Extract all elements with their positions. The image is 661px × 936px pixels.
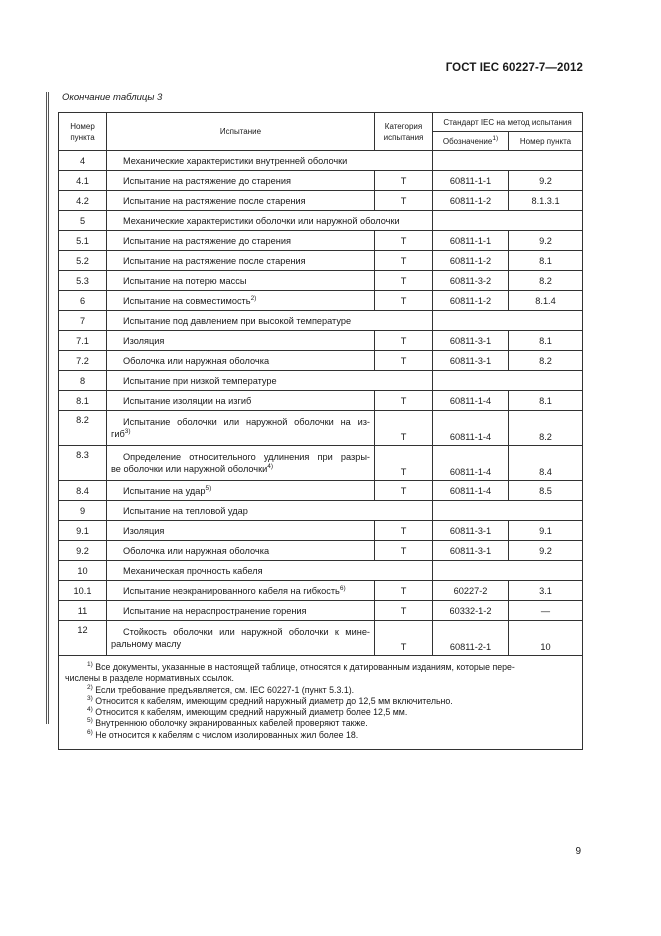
cell-designation: 60227-2 (433, 581, 509, 601)
table-row (59, 311, 583, 331)
cell-test: Испытание на потерю массы (107, 271, 375, 291)
cell-test-group: Испытание на тепловой удар (107, 501, 433, 521)
table-row (59, 351, 583, 371)
cell-category: Т (375, 391, 433, 411)
cell-clause-no: — (509, 601, 583, 621)
footnote-continuation: числены в разделе нормативных ссылок. (65, 673, 234, 684)
cell-category: Т (375, 541, 433, 561)
cell-item-no: 8.4 (59, 481, 107, 501)
cell-clause-no: 8.4 (509, 446, 583, 481)
cell-empty (433, 561, 583, 581)
table-row (59, 561, 583, 581)
cell-category: Т (375, 231, 433, 251)
cell-category: Т (375, 191, 433, 211)
cell-test (107, 621, 375, 656)
cell-item-no: 4.2 (59, 191, 107, 211)
table-row (59, 621, 583, 656)
table-row (59, 191, 583, 211)
table-row (59, 446, 583, 481)
cell-test (107, 411, 375, 446)
cell-item-no: 5.2 (59, 251, 107, 271)
table-row (59, 521, 583, 541)
header-standard: Стандарт IEC на метод испытания (433, 113, 583, 132)
cell-item-no: 6 (59, 291, 107, 311)
cell-clause-no: 8.1 (509, 251, 583, 271)
cell-item-no: 7.2 (59, 351, 107, 371)
table-row (59, 151, 583, 171)
cell-category: Т (375, 411, 433, 446)
cell-category: Т (375, 251, 433, 271)
cell-designation: 60811-1-2 (433, 191, 509, 211)
document-id-header: ГОСТ IEC 60227-7—2012 (445, 62, 583, 74)
cell-test: Испытание на нераспространение горения (107, 601, 375, 621)
table-caption: Окончание таблицы 3 (62, 92, 163, 103)
test-table (58, 112, 583, 750)
cell-designation: 60811-1-4 (433, 391, 509, 411)
cell-test: Оболочка или наружная оболочка (107, 541, 375, 561)
cell-clause-no: 10 (509, 621, 583, 656)
footnote: $^{3)}$ Относится к кабелям, имеющим средний наружный диаметр до 12,5 мм включительно. (87, 694, 453, 706)
cell-empty (433, 371, 583, 391)
cell-designation: 60811-2-1 (433, 621, 509, 656)
table-row (59, 251, 583, 271)
cell-test: Испытание изоляции на изгиб (107, 391, 375, 411)
cell-test-group: Механические характеристики внутренней оболочки (107, 151, 433, 171)
header-category: Категория испытания (375, 113, 433, 151)
cell-item-no: 11 (59, 601, 107, 621)
test-line-2: гиб$^{3)}$ (111, 428, 131, 439)
cell-clause-no: 9.2 (509, 541, 583, 561)
cell-clause-no: 3.1 (509, 581, 583, 601)
cell-test: Оболочка или наружная оболочка (107, 351, 375, 371)
cell-designation: 60811-1-1 (433, 171, 509, 191)
cell-test: Испытание на растяжение до старения (107, 231, 375, 251)
cell-item-no: 5.1 (59, 231, 107, 251)
cell-category: Т (375, 521, 433, 541)
cell-designation: 60811-1-2 (433, 251, 509, 271)
cell-designation: 60811-3-1 (433, 331, 509, 351)
cell-designation: 60811-3-1 (433, 351, 509, 371)
cell-item-no: 8.2 (59, 411, 107, 446)
cell-category: Т (375, 481, 433, 501)
cell-category: Т (375, 581, 433, 601)
cell-item-no: 5.3 (59, 271, 107, 291)
cell-category: Т (375, 291, 433, 311)
cell-empty (433, 501, 583, 521)
cell-category: Т (375, 621, 433, 656)
table-row (59, 581, 583, 601)
cell-category: Т (375, 351, 433, 371)
cell-category: Т (375, 271, 433, 291)
header-item-no: Номер пункта (59, 113, 107, 151)
cell-test: Изоляция (107, 521, 375, 541)
cell-empty (433, 211, 583, 231)
cell-designation: 60332-1-2 (433, 601, 509, 621)
footnote: $^{4)}$ Относится к кабелям, имеющим средний наружный диаметр более 12,5 мм. (87, 706, 408, 718)
cell-item-no: 8.1 (59, 391, 107, 411)
header-designation: Обозначение$^{1)}$ (433, 132, 509, 151)
cell-clause-no: 8.1 (509, 391, 583, 411)
page-number: 9 (575, 846, 581, 857)
table-row (59, 271, 583, 291)
cell-designation: 60811-1-1 (433, 231, 509, 251)
test-line-2: ральному маслу (111, 639, 182, 649)
footnote: $^{1)}$ Все документы, указанные в настоящей таблице, относятся к датированным изданиям, которые пере- (87, 661, 515, 672)
cell-item-no: 12 (59, 621, 107, 656)
cell-clause-no: 8.2 (509, 351, 583, 371)
cell-test: Испытание на удар$^{5)}$ (107, 481, 375, 501)
table-row (59, 391, 583, 411)
cell-clause-no: 8.2 (509, 411, 583, 446)
cell-clause-no: 8.1.4 (509, 291, 583, 311)
table-row (59, 171, 583, 191)
cell-designation: 60811-1-4 (433, 411, 509, 446)
cell-test-group: Испытание под давлением при высокой температуре (107, 311, 433, 331)
cell-item-no: 5 (59, 211, 107, 231)
cell-test: Испытание на растяжение после старения (107, 251, 375, 271)
cell-test: Испытание неэкранированного кабеля на гибкость$^{6)}$ (107, 581, 375, 601)
cell-item-no: 10 (59, 561, 107, 581)
cell-item-no: 7 (59, 311, 107, 331)
cell-item-no: 8 (59, 371, 107, 391)
cell-clause-no: 8.5 (509, 481, 583, 501)
cell-designation: 60811-3-1 (433, 521, 509, 541)
table-row (59, 331, 583, 351)
table-row (59, 501, 583, 521)
cell-designation: 60811-1-4 (433, 446, 509, 481)
footnotes (59, 656, 583, 750)
cell-item-no: 9.2 (59, 541, 107, 561)
table-row (59, 601, 583, 621)
header-test: Испытание (107, 113, 375, 151)
margin-change-bar (46, 92, 49, 724)
cell-clause-no: 8.2 (509, 271, 583, 291)
table-row (59, 371, 583, 391)
test-line-1: Испытание оболочки или наружной оболочки на из- (123, 417, 370, 427)
cell-clause-no: 9.2 (509, 171, 583, 191)
test-line-2: ве оболочки или наружной оболочки$^{4)}$ (111, 463, 274, 474)
table-row (59, 211, 583, 231)
cell-category: Т (375, 601, 433, 621)
cell-item-no: 8.3 (59, 446, 107, 481)
cell-designation: 60811-3-2 (433, 271, 509, 291)
cell-test: Испытание на растяжение после старения (107, 191, 375, 211)
cell-designation: 60811-3-1 (433, 541, 509, 561)
footnote: $^{5)}$ Внутреннюю оболочку экранированных кабелей проверяют также. (87, 717, 368, 729)
cell-empty (433, 311, 583, 331)
table-row (59, 541, 583, 561)
cell-designation: 60811-1-4 (433, 481, 509, 501)
cell-test: Испытание на растяжение до старения (107, 171, 375, 191)
table-row (59, 411, 583, 446)
cell-category: Т (375, 171, 433, 191)
table-body (59, 151, 583, 656)
table-row (59, 231, 583, 251)
table-container (58, 112, 582, 750)
cell-test: Испытание на совместимость$^{2)}$ (107, 291, 375, 311)
cell-item-no: 10.1 (59, 581, 107, 601)
footnote: $^{2)}$ Если требование предъявляется, см. IEC 60227-1 (пункт 5.3.1). (87, 683, 355, 695)
cell-designation: 60811-1-2 (433, 291, 509, 311)
cell-item-no: 4 (59, 151, 107, 171)
cell-test-group: Механические характеристики оболочки или наружной оболочки (107, 211, 433, 231)
cell-item-no: 9 (59, 501, 107, 521)
cell-clause-no: 9.2 (509, 231, 583, 251)
cell-clause-no: 8.1.3.1 (509, 191, 583, 211)
cell-clause-no: 8.1 (509, 331, 583, 351)
cell-item-no: 7.1 (59, 331, 107, 351)
cell-category: Т (375, 446, 433, 481)
table-row (59, 291, 583, 311)
test-line-1: Определение относительного удлинения при разры- (123, 452, 370, 462)
cell-item-no: 4.1 (59, 171, 107, 191)
cell-item-no: 9.1 (59, 521, 107, 541)
cell-test: Изоляция (107, 331, 375, 351)
cell-test (107, 446, 375, 481)
test-line-1: Стойкость оболочки или наружной оболочки к мине- (123, 627, 370, 637)
footnote: $^{6)}$ Не относится к кабелям с числом изолированных жил более 18. (87, 728, 359, 740)
cell-clause-no: 9.1 (509, 521, 583, 541)
header-clause-no: Номер пункта (509, 132, 583, 151)
cell-test-group: Механическая прочность кабеля (107, 561, 433, 581)
cell-empty (433, 151, 583, 171)
table-row (59, 481, 583, 501)
cell-category: Т (375, 331, 433, 351)
cell-test-group: Испытание при низкой температуре (107, 371, 433, 391)
